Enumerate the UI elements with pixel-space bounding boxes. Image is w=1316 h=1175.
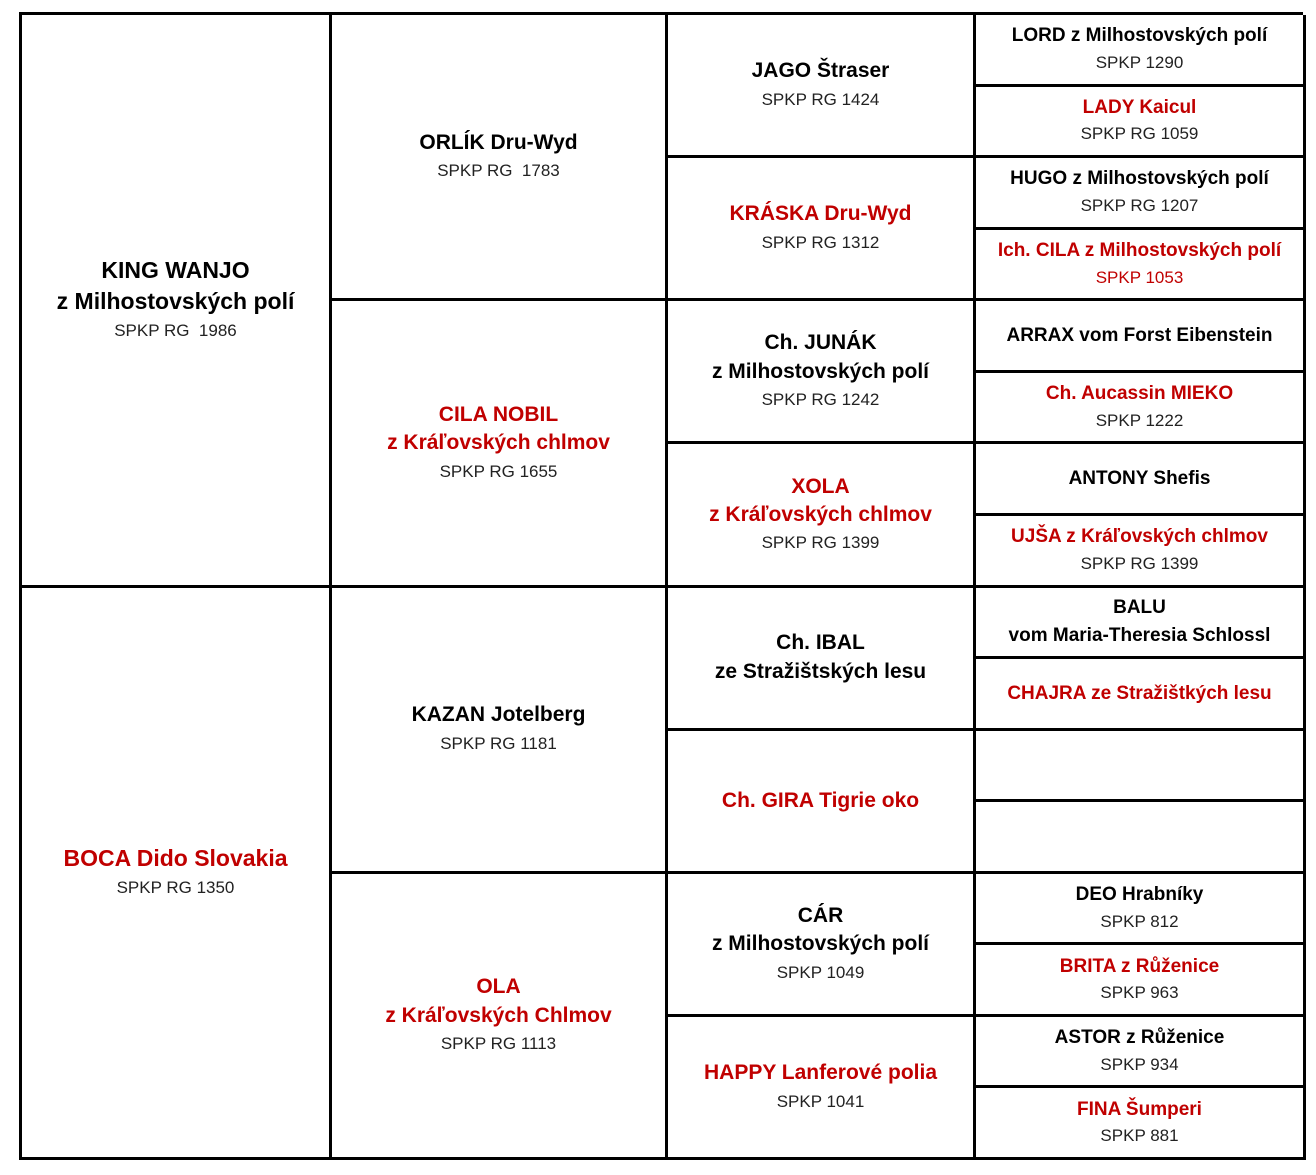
registration-number: SPKP RG 1399 (761, 533, 880, 553)
registration-number: SPKP RG 1350 (116, 877, 235, 897)
great-grandparent-cell (668, 15, 976, 158)
great-great-grandparent-cell (976, 516, 1306, 588)
dog-name: z Milhostovských polí (56, 288, 295, 315)
great-grandparent-cell (668, 731, 976, 874)
registration-number: SPKP 1053 (1095, 267, 1184, 287)
great-grandparent-cell (668, 158, 976, 301)
dog-name: Ch. JUNÁK (764, 331, 877, 355)
registration-number: SPKP 1049 (776, 962, 865, 982)
dam-cell (22, 588, 332, 1161)
dog-name: vom Maria-Theresia Schlossl (1008, 624, 1271, 646)
great-great-grandparent-cell (976, 659, 1306, 731)
pedigree-table (19, 12, 1303, 1160)
dog-name: HUGO z Milhostovských polí (1010, 168, 1269, 190)
registration-number: SPKP RG 1312 (761, 232, 880, 252)
dog-name: OLA (476, 975, 521, 999)
registration-number: SPKP RG 1113 (440, 1034, 557, 1054)
dog-name: DEO Hrabníky (1075, 884, 1204, 906)
registration-number: SPKP RG 1783 (437, 161, 560, 181)
dog-name: UJŠA z Kráľovských chlmov (1011, 526, 1268, 548)
great-grandparent-cell (668, 588, 976, 731)
dog-name: ASTOR z Růženice (1054, 1027, 1225, 1049)
great-great-grandparent-cell (976, 802, 1306, 874)
great-grandparent-cell (668, 874, 976, 1017)
great-grandparent-cell (668, 444, 976, 587)
great-great-grandparent-cell (976, 301, 1306, 373)
dog-name: Ch. Aucassin MIEKO (1045, 383, 1234, 405)
great-great-grandparent-cell (976, 158, 1306, 230)
dog-name: Ich. CILA z Milhostovských polí (997, 240, 1282, 262)
great-great-grandparent-cell (976, 444, 1306, 516)
dog-name: z Kráľovských Chlmov (385, 1003, 612, 1027)
grandparent-cell (332, 15, 668, 301)
registration-number: SPKP RG 1059 (1080, 124, 1199, 144)
great-great-grandparent-cell (976, 945, 1306, 1017)
registration-number: SPKP 1222 (1095, 410, 1184, 430)
dog-name: z Kráľovských chlmov (709, 502, 932, 526)
registration-number: SPKP 1041 (776, 1091, 865, 1111)
dog-name: CÁR (797, 903, 844, 927)
registration-number: SPKP RG 1986 (114, 321, 237, 341)
registration-number: SPKP RG 1242 (761, 390, 880, 410)
great-great-grandparent-cell (976, 15, 1306, 87)
dog-name: z Milhostovských polí (711, 359, 930, 383)
great-great-grandparent-cell (976, 588, 1306, 660)
dog-name: BRITA z Růženice (1059, 955, 1220, 977)
dog-name: ze Stražištských lesu (714, 659, 927, 683)
dog-name: LADY Kaicul (1082, 96, 1197, 118)
great-great-grandparent-cell (976, 373, 1306, 445)
dog-name: z Kráľovských chlmov (387, 431, 610, 455)
grandparent-cell (332, 874, 668, 1160)
dog-name: JAGO Štraser (751, 59, 890, 83)
dog-name: KAZAN Jotelberg (411, 703, 586, 727)
dog-name: XOLA (791, 474, 850, 498)
dog-name: z Milhostovských polí (711, 932, 930, 956)
dog-name: CHAJRA ze Stražištkých lesu (1007, 682, 1272, 704)
sire-cell (22, 15, 332, 588)
dog-name: Ch. IBAL (776, 631, 865, 655)
registration-number: SPKP 881 (1100, 1126, 1179, 1146)
dog-name: KRÁSKA Dru-Wyd (729, 202, 912, 226)
dog-name: Ch. GIRA Tigrie oko (721, 788, 920, 812)
great-great-grandparent-cell (976, 1088, 1306, 1160)
grandparent-cell (332, 301, 668, 587)
dog-name: KING WANJO (101, 257, 250, 284)
dog-name: ORLÍK Dru-Wyd (419, 130, 578, 154)
dog-name: BOCA Dido Slovakia (63, 844, 288, 871)
dog-name: ANTONY Shefis (1068, 467, 1211, 489)
dog-name: ARRAX vom Forst Eibenstein (1006, 324, 1273, 346)
registration-number: SPKP RG 1424 (761, 89, 880, 109)
registration-number: SPKP 812 (1100, 911, 1179, 931)
great-grandparent-cell (668, 301, 976, 444)
great-great-grandparent-cell (976, 731, 1306, 803)
registration-number: SPKP 963 (1100, 983, 1179, 1003)
registration-number: SPKP RG 1181 (440, 733, 557, 753)
great-great-grandparent-cell (976, 230, 1306, 302)
registration-number: SPKP 934 (1100, 1054, 1179, 1074)
dog-name: BALU (1113, 597, 1166, 619)
dog-name: LORD z Milhostovských polí (1011, 25, 1268, 47)
grandparent-cell (332, 588, 668, 874)
great-great-grandparent-cell (976, 87, 1306, 159)
dog-name: HAPPY Lanferové polia (703, 1061, 937, 1085)
registration-number: SPKP RG 1655 (439, 461, 558, 481)
great-grandparent-cell (668, 1017, 976, 1160)
dog-name: FINA Šumperi (1077, 1098, 1202, 1120)
registration-number: SPKP 1290 (1095, 52, 1184, 72)
great-great-grandparent-cell (976, 874, 1306, 946)
dog-name: CILA NOBIL (438, 402, 559, 426)
registration-number: SPKP RG 1399 (1080, 553, 1199, 573)
great-great-grandparent-cell (976, 1017, 1306, 1089)
registration-number: SPKP RG 1207 (1080, 196, 1199, 215)
